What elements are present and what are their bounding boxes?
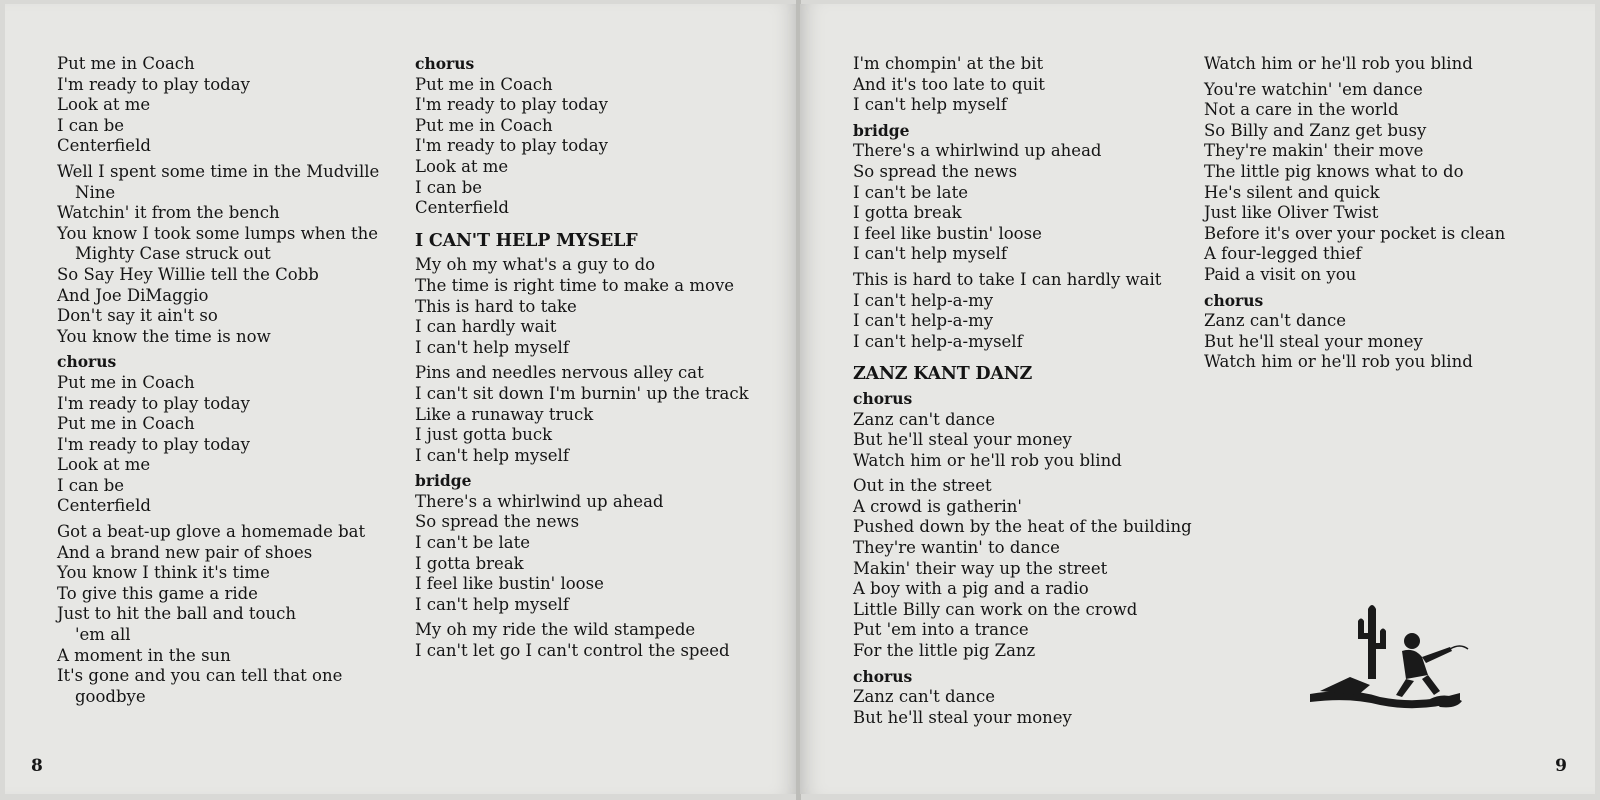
lyric-line: There's a whirlwind up ahead — [853, 141, 1102, 161]
lyric-line: Just to hit the ball and touch — [57, 604, 296, 624]
lyric-line: But he'll steal your money — [853, 707, 1072, 727]
lyric-line: I can hardly wait — [415, 317, 557, 337]
lyric-line: Watchin' it from the bench — [57, 203, 280, 223]
lyric-line: Put me in Coach — [57, 372, 195, 392]
lyric-line: Not a care in the world — [1204, 100, 1399, 120]
song-title: I CAN'T HELP MYSELF — [415, 230, 638, 251]
lyric-line: A four-legged thief — [1204, 244, 1362, 264]
left-column-2 — [415, 54, 749, 662]
lyric-line: He's silent and quick — [1204, 182, 1380, 202]
lyric-line: This is hard to take I can hardly wait — [853, 269, 1162, 289]
right-column-2 — [1204, 54, 1505, 373]
lyric-line: Centerfield — [415, 198, 509, 218]
lyric-line: 'em all — [75, 625, 131, 645]
lyric-line: Like a runaway truck — [415, 404, 594, 424]
lyric-line: They're makin' their move — [1204, 141, 1424, 161]
lyric-line: Got a beat-up glove a homemade bat — [57, 522, 366, 542]
page-number-right: 9 — [1555, 756, 1567, 776]
left-page — [5, 4, 797, 794]
lyric-line: Centerfield — [57, 136, 151, 156]
lyric-line: I can't sit down I'm burnin' up the track — [415, 383, 749, 403]
lyric-line: Put me in Coach — [415, 74, 553, 94]
lyric-line: Watch him or he'll rob you blind — [1204, 54, 1473, 73]
lyric-line: Put me in Coach — [57, 414, 195, 434]
section-label: chorus — [853, 388, 913, 408]
lyric-line: So Say Hey Willie tell the Cobb — [57, 264, 319, 284]
lyric-line: I can't help-a-my — [853, 311, 994, 331]
lyric-line: Centerfield — [57, 496, 151, 516]
lyric-line: Just like Oliver Twist — [1204, 203, 1379, 223]
lyric-line: I'm chompin' at the bit — [853, 54, 1044, 73]
lyric-line: They're wantin' to dance — [853, 538, 1060, 558]
lyric-line: So spread the news — [415, 512, 580, 532]
lyric-line: Watch him or he'll rob you blind — [1204, 352, 1473, 372]
section-label: bridge — [415, 471, 472, 491]
lyric-line: Watch him or he'll rob you blind — [853, 450, 1122, 470]
lyric-line: But he'll steal your money — [853, 430, 1072, 450]
lyric-line: A boy with a pig and a radio — [853, 579, 1089, 599]
lyric-line: I'm ready to play today — [415, 136, 608, 156]
lyric-line: You're watchin' 'em dance — [1204, 79, 1423, 99]
lyric-line: Look at me — [57, 455, 151, 475]
lyric-line: To give this game a ride — [57, 583, 258, 603]
lyric-line: I can't help myself — [853, 95, 1007, 115]
lyric-line: I can't be late — [853, 182, 968, 202]
lyric-line: I'm ready to play today — [57, 393, 250, 413]
lyric-line: This is hard to take — [415, 296, 577, 316]
lyric-line: Zanz can't dance — [853, 687, 996, 707]
lyric-line: It's gone and you can tell that one — [57, 666, 343, 686]
lyric-line: And Joe DiMaggio — [57, 285, 209, 305]
lyric-line: Mighty Case struck out — [75, 244, 271, 264]
lyric-line: Put me in Coach — [57, 54, 195, 73]
section-label: chorus — [853, 666, 913, 686]
lyric-line: You know I think it's time — [57, 563, 270, 583]
lyric-line: The time is right time to make a move — [415, 275, 735, 295]
lyric-line: I can't help myself — [415, 445, 569, 465]
lyric-line: Put 'em into a trance — [853, 620, 1029, 640]
lyric-line: Look at me — [415, 156, 509, 176]
lyric-line: The little pig knows what to do — [1204, 161, 1464, 181]
lyric-line: Makin' their way up the street — [853, 558, 1108, 578]
lyric-line: I can't let go I can't control the speed — [415, 641, 730, 661]
lyric-line: I feel like bustin' loose — [415, 574, 604, 594]
lyric-line: I can't be late — [415, 533, 530, 553]
lyric-line: Put me in Coach — [415, 115, 553, 135]
lyric-line: I can't help myself — [415, 594, 569, 614]
lyric-line: I'm ready to play today — [57, 74, 250, 94]
lyric-line: And a brand new pair of shoes — [57, 542, 313, 562]
lyric-line: goodbye — [75, 686, 146, 706]
section-label: chorus — [415, 54, 475, 73]
lyric-line: I can't help-a-myself — [853, 331, 1023, 351]
section-label: bridge — [853, 120, 910, 140]
lyric-line: I can't help myself — [415, 337, 569, 357]
lyric-line: Zanz can't dance — [1204, 311, 1347, 331]
lyric-line: Don't say it ain't so — [57, 306, 218, 326]
lyric-line: I gotta break — [853, 203, 962, 223]
lyric-line: Before it's over your pocket is clean — [1204, 223, 1506, 243]
lyric-line: I can be — [57, 475, 125, 495]
lyric-line: You know I took some lumps when the — [57, 223, 378, 243]
lyric-line: I can be — [57, 115, 125, 135]
lyric-line: I'm ready to play today — [57, 434, 250, 454]
lyric-line: And it's too late to quit — [853, 74, 1045, 94]
lyric-line: But he'll steal your money — [1204, 331, 1423, 351]
lyric-line: You know the time is now — [57, 326, 271, 346]
lyric-line: Paid a visit on you — [1204, 264, 1357, 284]
lyric-line: Well I spent some time in the Mudville — [57, 161, 380, 181]
lyric-line: I'm ready to play today — [415, 95, 608, 115]
lyric-line: I can't help myself — [853, 244, 1007, 264]
section-label: chorus — [1204, 290, 1264, 310]
lyric-line: I can be — [415, 177, 483, 197]
lyric-line: Pushed down by the heat of the building — [853, 517, 1192, 537]
cactus-pig-illustration — [1310, 599, 1480, 729]
lyric-line: So Billy and Zanz get busy — [1204, 120, 1427, 140]
right-column-1 — [853, 54, 1192, 728]
lyric-line: So spread the news — [853, 161, 1018, 181]
lyric-line: Little Billy can work on the crowd — [853, 599, 1138, 619]
lyric-line: I can't help-a-my — [853, 290, 994, 310]
lyric-line: A moment in the sun — [57, 645, 231, 665]
lyric-line: A crowd is gatherin' — [853, 496, 1022, 516]
lyric-line: I just gotta buck — [415, 425, 553, 445]
lyric-line: My oh my ride the wild stampede — [415, 620, 696, 640]
lyric-line: Pins and needles nervous alley cat — [415, 363, 704, 383]
lyric-line: Nine — [75, 182, 116, 202]
lyric-line: Look at me — [57, 95, 151, 115]
lyric-line: For the little pig Zanz — [853, 641, 1036, 661]
lyric-line: My oh my what's a guy to do — [415, 255, 656, 275]
lyric-line: I gotta break — [415, 553, 524, 573]
lyric-line: Out in the street — [853, 476, 992, 496]
song-title: ZANZ KANT DANZ — [853, 364, 1033, 385]
left-column-1 — [57, 54, 379, 707]
lyric-line: I feel like bustin' loose — [853, 223, 1042, 243]
lyric-line: Zanz can't dance — [853, 409, 996, 429]
right-page — [800, 4, 1595, 794]
lyric-line: There's a whirlwind up ahead — [415, 491, 664, 511]
page-number-left: 8 — [31, 756, 43, 776]
section-label: chorus — [57, 352, 117, 372]
